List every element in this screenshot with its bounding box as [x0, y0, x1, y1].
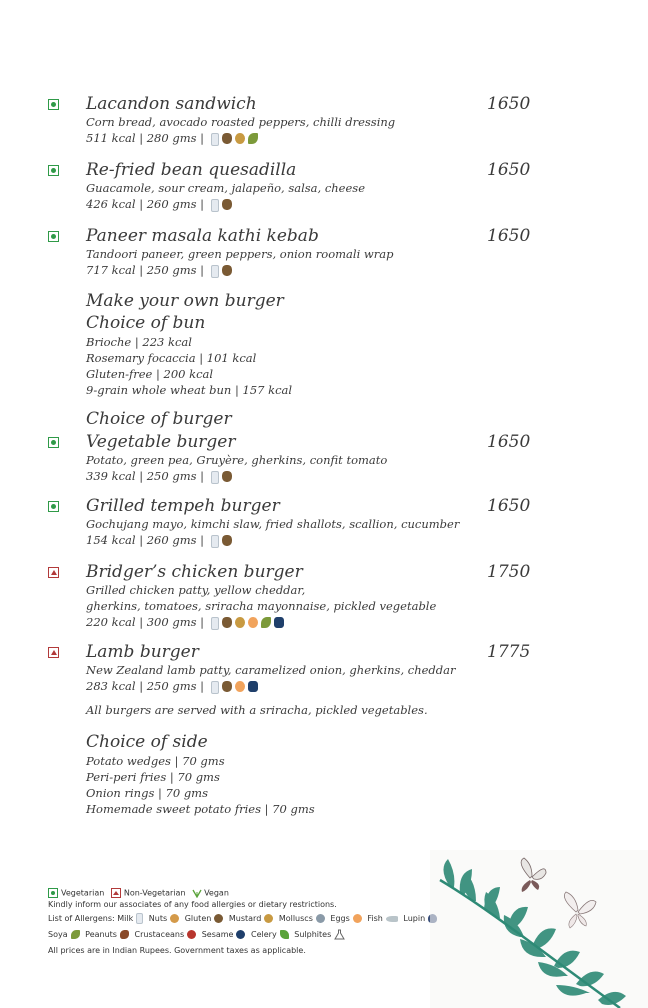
nonveg-legend-icon [111, 888, 121, 898]
menu-item [86, 160, 531, 212]
item-nutrition: 220 kcal | 300 gms | [86, 614, 526, 630]
item-description: Potato, green pea, Gruyère, gherkins, confit tomato [86, 453, 388, 467]
side-section [86, 731, 526, 817]
item-description: New Zealand lamb patty, caramelized onion, gherkins, cheddar [86, 663, 456, 677]
sesame-icon [236, 930, 245, 939]
milk-icon [211, 617, 219, 630]
bun-option: Gluten-free | 200 kcal [86, 367, 214, 381]
soya-icon [248, 133, 258, 144]
milk-icon [136, 913, 143, 924]
burger-heading-block [86, 408, 526, 430]
molluscs-icon [316, 914, 325, 923]
sesame-icon [274, 617, 284, 628]
milk-icon [211, 471, 219, 484]
price-note: All prices are in Indian Rupees. Government taxes as applicable. [48, 946, 306, 955]
milk-icon [211, 681, 219, 694]
dietary-legend: Vegetarian Non-Vegetarian Vegan [48, 888, 229, 899]
item-name: Paneer masala kathi kebab [86, 226, 319, 246]
bun-option: Rosemary focaccia | 101 kcal [86, 351, 257, 365]
mustard-icon [264, 914, 273, 923]
vegan-icon [192, 888, 202, 898]
item-price: 1650 [487, 496, 531, 516]
celery-icon [280, 930, 289, 939]
item-description: Corn bread, avocado roasted peppers, chilli dressing [86, 115, 396, 129]
milk-icon [211, 265, 219, 278]
menu-item [86, 94, 531, 146]
item-description-continued: gherkins, tomatoes, sriracha mayonnaise, pickled vegetable [86, 599, 437, 613]
item-nutrition: 717 kcal | 250 gms | [86, 262, 526, 278]
item-name: Lamb burger [86, 642, 199, 662]
milk-icon [211, 199, 219, 212]
item-name: Grilled tempeh burger [86, 496, 280, 516]
item-price: 1775 [487, 642, 531, 662]
item-nutrition: 426 kcal | 260 gms | [86, 196, 526, 212]
item-nutrition: 339 kcal | 250 gms | [86, 468, 526, 484]
sesame-icon [248, 681, 258, 692]
bun-option: Brioche | 223 kcal [86, 335, 192, 349]
fish-icon [386, 916, 398, 922]
menu-item [86, 226, 531, 278]
veg-marker-icon [48, 231, 59, 242]
side-option: Onion rings | 70 gms [86, 786, 208, 800]
gluten-icon [222, 133, 232, 144]
item-description: Tandoori paneer, green peppers, onion roomali wrap [86, 247, 394, 261]
gluten-icon [222, 617, 232, 628]
item-name: Bridger’s chicken burger [86, 562, 303, 582]
peanuts-icon [120, 930, 129, 939]
item-description: Grilled chicken patty, yellow cheddar, [86, 583, 306, 597]
item-price: 1650 [487, 432, 531, 452]
milk-icon [211, 133, 219, 146]
section-heading: Make your own burger [86, 291, 284, 311]
eggs-icon [235, 681, 245, 692]
side-option: Potato wedges | 70 gms [86, 754, 225, 768]
gluten-icon [222, 535, 232, 546]
soya-icon [71, 930, 80, 939]
item-name: Re-fried bean quesadilla [86, 160, 297, 180]
menu-item [86, 496, 531, 548]
item-description: Gochujang mayo, kimchi slaw, fried shallots, scallion, cucumber [86, 517, 460, 531]
milk-icon [211, 535, 219, 548]
nuts-icon [170, 914, 179, 923]
bun-option: 9-grain whole wheat bun | 157 kcal [86, 383, 293, 397]
burger-heading: Choice of burger [86, 409, 232, 429]
veg-legend-icon [48, 888, 58, 898]
sulphites-icon [334, 929, 345, 940]
item-nutrition: 283 kcal | 250 gms | [86, 678, 526, 694]
menu-item [86, 642, 531, 694]
veg-marker-icon [48, 99, 59, 110]
item-name: Vegetable burger [86, 432, 236, 452]
veg-marker-icon [48, 165, 59, 176]
burger-note-text: All burgers are served with a sriracha, pickled vegetables. [86, 703, 428, 717]
gluten-icon [222, 471, 232, 482]
gluten-icon [222, 199, 232, 210]
side-option: Homemade sweet potato fries | 70 gms [86, 802, 315, 816]
allergen-list-row2: Soya Peanuts Crustaceans Sesame Celery Sulphites [48, 929, 345, 940]
item-nutrition: 154 kcal | 260 gms | [86, 532, 526, 548]
nonveg-marker-icon [48, 567, 59, 578]
burger-note [86, 702, 526, 718]
item-nutrition: 511 kcal | 280 gms | [86, 130, 526, 146]
burger-builder-section [86, 290, 526, 398]
gluten-icon [222, 265, 232, 276]
allergy-notice: Kindly inform our associates of any food allergies or dietary restrictions. [48, 900, 337, 909]
nonveg-marker-icon [48, 647, 59, 658]
side-heading: Choice of side [86, 732, 208, 752]
mustard-icon [235, 133, 245, 144]
gluten-icon [222, 681, 232, 692]
veg-marker-icon [48, 437, 59, 448]
bun-heading: Choice of bun [86, 313, 206, 333]
item-price: 1650 [487, 226, 531, 246]
side-option: Peri-peri fries | 70 gms [86, 770, 220, 784]
mustard-icon [235, 617, 245, 628]
item-description: Guacamole, sour cream, jalapeño, salsa, cheese [86, 181, 366, 195]
veg-marker-icon [48, 501, 59, 512]
fern-butterfly-illustration [430, 850, 648, 1008]
item-name: Lacandon sandwich [86, 94, 257, 114]
menu-item [86, 432, 531, 484]
item-price: 1750 [487, 562, 531, 582]
crustaceans-icon [187, 930, 196, 939]
menu-item [86, 562, 531, 630]
soya-icon [261, 617, 271, 628]
gluten-icon [214, 914, 223, 923]
item-price: 1650 [487, 94, 531, 114]
item-price: 1650 [487, 160, 531, 180]
allergen-list-row1: List of Allergens: Milk Nuts Gluten Mustard Molluscs Eggs Fish Lupin [48, 913, 440, 924]
eggs-icon [353, 914, 362, 923]
eggs-icon [248, 617, 258, 628]
